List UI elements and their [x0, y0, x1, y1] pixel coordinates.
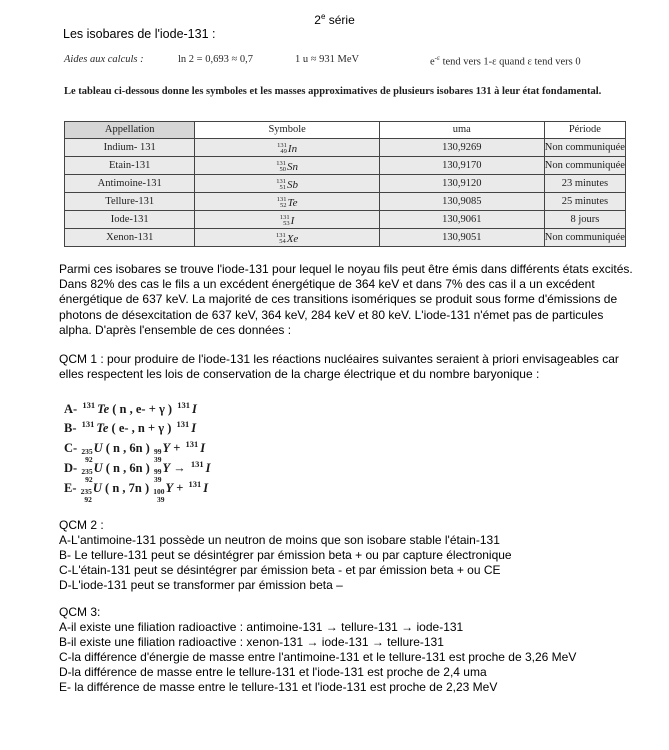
cell-uma: 130,9051 — [379, 228, 544, 246]
table-row — [65, 156, 626, 174]
element-symbol: Y — [162, 441, 171, 455]
qcm1-option-a — [64, 402, 197, 417]
aid-u: 1 u ≈ 931 MeV — [295, 54, 360, 65]
cell-uma: 130,9120 — [379, 174, 544, 192]
nuclide-symbol — [276, 179, 298, 192]
nuclide-numbers — [81, 488, 92, 503]
cell-periode: Non communiquée — [544, 138, 625, 156]
mass-number: 131 — [81, 419, 95, 429]
mass-number: 235 — [81, 447, 93, 456]
col-header-appellation: Appellation — [65, 122, 195, 139]
reaction-process: ( n , e- + γ ) — [112, 402, 173, 416]
cell-appellation: Antimoine-131 — [65, 174, 195, 192]
nuclide-numbers — [153, 488, 164, 503]
atomic-number: 39 — [153, 454, 162, 464]
aids-label: Aides aux calculs : — [64, 54, 144, 65]
option-letter: B- — [64, 421, 77, 435]
element-symbol: Te — [96, 421, 109, 435]
option-letter: E- — [64, 481, 77, 495]
mass-number: 131 — [188, 479, 202, 489]
nuclide-symbol — [277, 197, 298, 210]
col-header-uma: uma — [379, 122, 544, 139]
cell-symbole — [195, 192, 379, 210]
aid-exponential — [430, 54, 581, 68]
option-letter: A- — [64, 402, 78, 416]
mass-number: 131 — [276, 159, 286, 167]
mass-number: 235 — [80, 487, 92, 496]
option-letter: C- — [64, 441, 78, 455]
mass-number: 131 — [276, 177, 286, 185]
plus-sign: + — [176, 481, 184, 495]
nuclide-symbol — [276, 233, 298, 246]
element-symbol: I — [203, 481, 209, 495]
nuclide-numbers — [280, 215, 290, 228]
nuclide-numbers — [276, 179, 286, 192]
reaction-process: ( e- , n + γ ) — [111, 421, 172, 435]
atomic-number: 51 — [279, 184, 286, 191]
table-row — [65, 210, 626, 228]
nuclide-numbers — [277, 143, 287, 156]
document-title: Les isobares de l'iode-131 : — [63, 27, 216, 41]
table-header-row — [65, 122, 626, 139]
table-row — [65, 174, 626, 192]
qcm1-option-b — [64, 421, 196, 436]
element-symbol: Te — [97, 402, 110, 416]
atomic-number: 49 — [280, 148, 287, 155]
mass-number: 99 — [153, 447, 162, 456]
element-symbol: Sn — [286, 161, 298, 173]
qcm2-option-a: A-L'antimoine-131 possède un neutron de moins que son isobare stable l'étain-131 — [59, 533, 500, 547]
mass-number: 131 — [276, 195, 287, 203]
element-symbol: Te — [287, 197, 298, 209]
table-row — [65, 192, 626, 210]
atomic-number: 52 — [279, 202, 287, 209]
table-row — [65, 138, 626, 156]
element-symbol: Y — [165, 481, 174, 495]
atomic-number: 92 — [84, 494, 92, 504]
cell-uma: 130,9269 — [379, 138, 544, 156]
serie-suffix: e — [320, 12, 326, 21]
mass-number: 99 — [153, 467, 162, 476]
serie-heading — [0, 12, 669, 27]
cell-uma: 130,9085 — [379, 192, 544, 210]
cell-appellation: Tellure-131 — [65, 192, 195, 210]
cell-periode: 8 jours — [544, 210, 625, 228]
nuclide-numbers — [276, 161, 286, 174]
element-symbol: I — [191, 421, 197, 435]
option-letter: D- — [64, 461, 78, 475]
cell-symbole — [195, 138, 379, 156]
serie-word: série — [328, 13, 355, 27]
element-symbol: U — [92, 481, 102, 495]
mass-number: 131 — [185, 439, 199, 449]
nuclide-symbol — [276, 161, 298, 174]
atomic-number: 92 — [85, 454, 93, 464]
cell-appellation: Indium- 131 — [65, 138, 195, 156]
aid-exp-rest: tend vers 1-ε quand ε tend vers 0 — [442, 56, 581, 68]
cell-symbole — [195, 210, 379, 228]
qcm3-option-e: E- la différence de masse entre le tellure-131 et l'iode-131 est proche de 2,23 MeV — [59, 680, 498, 694]
mass-number: 131 — [279, 213, 290, 221]
intro-text: Le tableau ci-dessous donne les symboles et les masses approximatives de plusieurs isobares 131 à leur état fondamental. — [64, 86, 602, 97]
qcm2-title: QCM 2 : — [59, 518, 104, 532]
plus-sign: + — [173, 441, 181, 455]
qcm1-option-e — [64, 481, 208, 503]
col-header-periode: Période — [544, 122, 625, 139]
aid-ln2: ln 2 = 0,693 ≈ 0,7 — [178, 54, 253, 65]
serie-number: 2 — [314, 13, 321, 27]
cell-appellation: Iode-131 — [65, 210, 195, 228]
nuclide-symbol — [277, 143, 297, 156]
atomic-number: 39 — [153, 474, 162, 484]
isobar-table — [64, 121, 626, 247]
mass-number: 131 — [82, 400, 96, 410]
mass-number: 131 — [177, 400, 190, 410]
nuclide-numbers — [277, 197, 287, 210]
cell-periode: Non communiquée — [544, 156, 625, 174]
qcm3-option-a: A-il existe une filiation radioactive : antimoine-131 → tellure-131 → iode-131 — [59, 620, 464, 634]
qcm3-option-c: C-la différence d'énergie de masse entre l'antimoine-131 et le tellure-131 est proche de 3,26 MeV — [59, 650, 577, 664]
cell-appellation: Xenon-131 — [65, 228, 195, 246]
mass-number: 100 — [153, 487, 165, 496]
cell-periode: 25 minutes — [544, 192, 625, 210]
qcm1-question: QCM 1 : pour produire de l'iode-131 les réactions nucléaires suivantes seraient à priori envisageables car elles respectent les lois de conservation de la charge électrique et du nombre baryonique : — [59, 352, 619, 382]
element-symbol: Y — [162, 461, 171, 475]
col-header-symbole: Symbole — [195, 122, 379, 139]
mass-number: 235 — [81, 467, 93, 476]
element-symbol: U — [93, 461, 103, 475]
qcm3-option-d: D-la différence de masse entre le tellure-131 et l'iode-131 est proche de 2,4 uma — [59, 665, 487, 679]
cell-uma: 130,9170 — [379, 156, 544, 174]
qcm2-option-d: D-L'iode-131 peut se transformer par émission beta – — [59, 578, 343, 592]
cell-periode: Non communiquée — [544, 228, 625, 246]
cell-symbole — [195, 174, 379, 192]
element-symbol: Xe — [286, 233, 299, 245]
element-symbol: U — [93, 441, 103, 455]
atomic-number: 54 — [279, 238, 286, 245]
context-paragraph: Parmi ces isobares se trouve l'iode-131 pour lequel le noyau fils peut être émis dans différents états excités. Dans 82% des cas le fils a un excédent énergétique de 364 keV et dans 7% des cas il a un excédent énergétique de 637 keV. La majorité de ces transitions isomériques se produit sous forme d'émissions de photons de désexcitation de 637 keV, 364 keV, 284 keV et 80 keV. L'iode-131 n'émet pas de particules alpha. D'après l'ensemble de ces données : — [59, 262, 633, 337]
qcm2-option-c: C-L'étain-131 peut se désintégrer par émission beta - et par émission beta + ou CE — [59, 563, 501, 577]
element-symbol: I — [200, 441, 206, 455]
element-symbol: I — [205, 461, 211, 475]
element-symbol: I — [191, 402, 197, 416]
qcm3-title: QCM 3: — [59, 605, 101, 619]
qcm2-option-b: B- Le tellure-131 peut se désintégrer par émission beta + ou par capture électronique — [59, 548, 512, 562]
element-symbol: I — [290, 215, 295, 227]
table-row — [65, 228, 626, 246]
qcm1-option-c — [64, 441, 205, 463]
qcm3-option-b: B-il existe une filiation radioactive : xenon-131 → iode-131 → tellure-131 — [59, 635, 444, 649]
atomic-number: 92 — [85, 474, 93, 484]
reaction-process: ( n , 7n ) — [105, 481, 150, 495]
aid-exp-base: e — [430, 56, 435, 68]
cell-periode: 23 minutes — [544, 174, 625, 192]
atomic-number: 39 — [157, 494, 165, 504]
nuclide-symbol — [280, 215, 294, 228]
element-symbol: In — [287, 143, 298, 155]
aid-exp-sup: -ε — [434, 54, 440, 62]
cell-uma: 130,9061 — [379, 210, 544, 228]
atomic-number: 50 — [279, 166, 286, 173]
mass-number: 131 — [277, 141, 287, 149]
mass-number: 131 — [190, 459, 204, 469]
reaction-process: ( n , 6n ) — [105, 461, 150, 475]
arrow-sign: → — [173, 461, 186, 475]
reaction-process: ( n , 6n ) — [105, 441, 150, 455]
element-symbol: Sb — [286, 179, 298, 191]
cell-symbole — [195, 156, 379, 174]
atomic-number: 53 — [283, 220, 290, 227]
mass-number: 131 — [176, 419, 190, 429]
nuclide-numbers — [276, 233, 286, 246]
mass-number: 131 — [275, 231, 286, 239]
cell-symbole — [195, 228, 379, 246]
cell-appellation: Etain-131 — [65, 156, 195, 174]
